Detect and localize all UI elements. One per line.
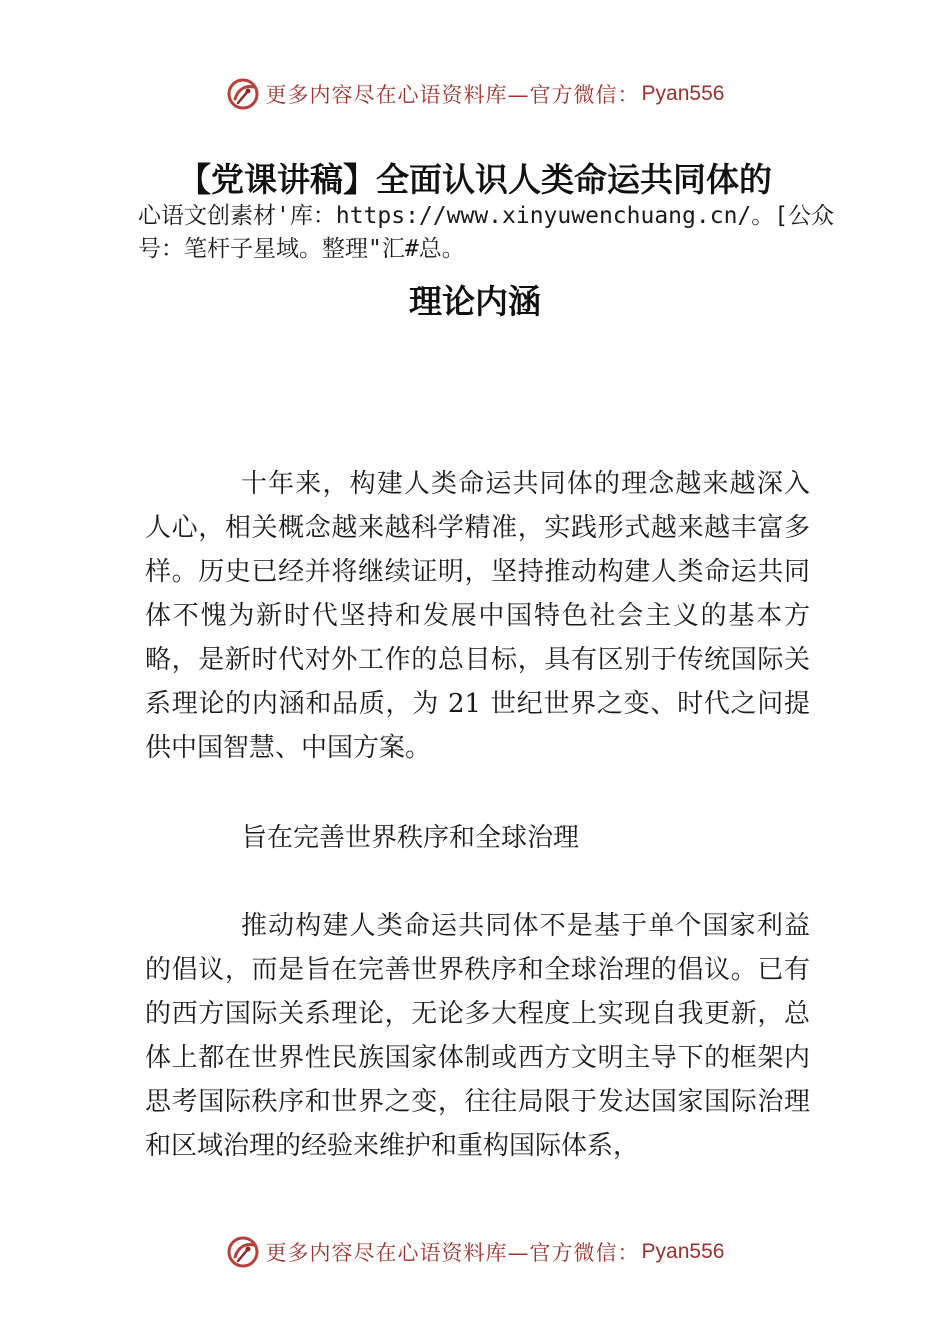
footer-banner: [0, 1230, 950, 1274]
banner-text: 更多内容尽在心语资料库—官方微信：: [265, 83, 640, 107]
document-title-line-1: 【党课讲稿】全面认识人类命运共同体的: [178, 160, 772, 199]
body-paragraph-2: 推动构建人类命运共同体不是基于单个国家利益的倡议，而是旨在完善世界秩序和全球治理的倡议。已有的西方国际关系理论，无论多大程度上实现自我更新，总体上都在世界性民族国家体制或西方文明主导下的框架内思考国际秩序和世界之变，往往局限于发达国家国际治理和区域治理的经验来维护和重构国际体系，: [145, 911, 810, 1161]
banner-wechat-id: Pyan556: [641, 82, 725, 105]
banner-text: 更多内容尽在心语资料库—官方微信：: [265, 1241, 640, 1265]
source-watermark-text: 心语文创素材'库：https://www.xinyuwenchuang.cn/。[公众号：笔杆子星域。整理"汇#总。: [138, 203, 835, 262]
banner-wechat-id: Pyan556: [641, 1240, 725, 1263]
header-banner: [0, 72, 950, 116]
brand-logo-icon: [226, 1235, 260, 1269]
document-title-line-2: 理论内涵: [409, 282, 541, 321]
section-subheading: 旨在完善世界秩序和全球治理: [241, 823, 580, 853]
body-paragraph-1: 十年来，构建人类命运共同体的理念越来越深入人心，相关概念越来越科学精准，实践形式越来越丰富多样。历史已经并将继续证明，坚持推动构建人类命运共同体不愧为新时代坚持和发展中国特色社会主义的基本方略，是新时代对外工作的总目标，具有区别于传统国际关系理论的内涵和品质，为 21 世纪世界之变、时代之问提供中国智慧、中国方案。: [145, 469, 810, 763]
brand-logo-icon: [226, 77, 260, 111]
